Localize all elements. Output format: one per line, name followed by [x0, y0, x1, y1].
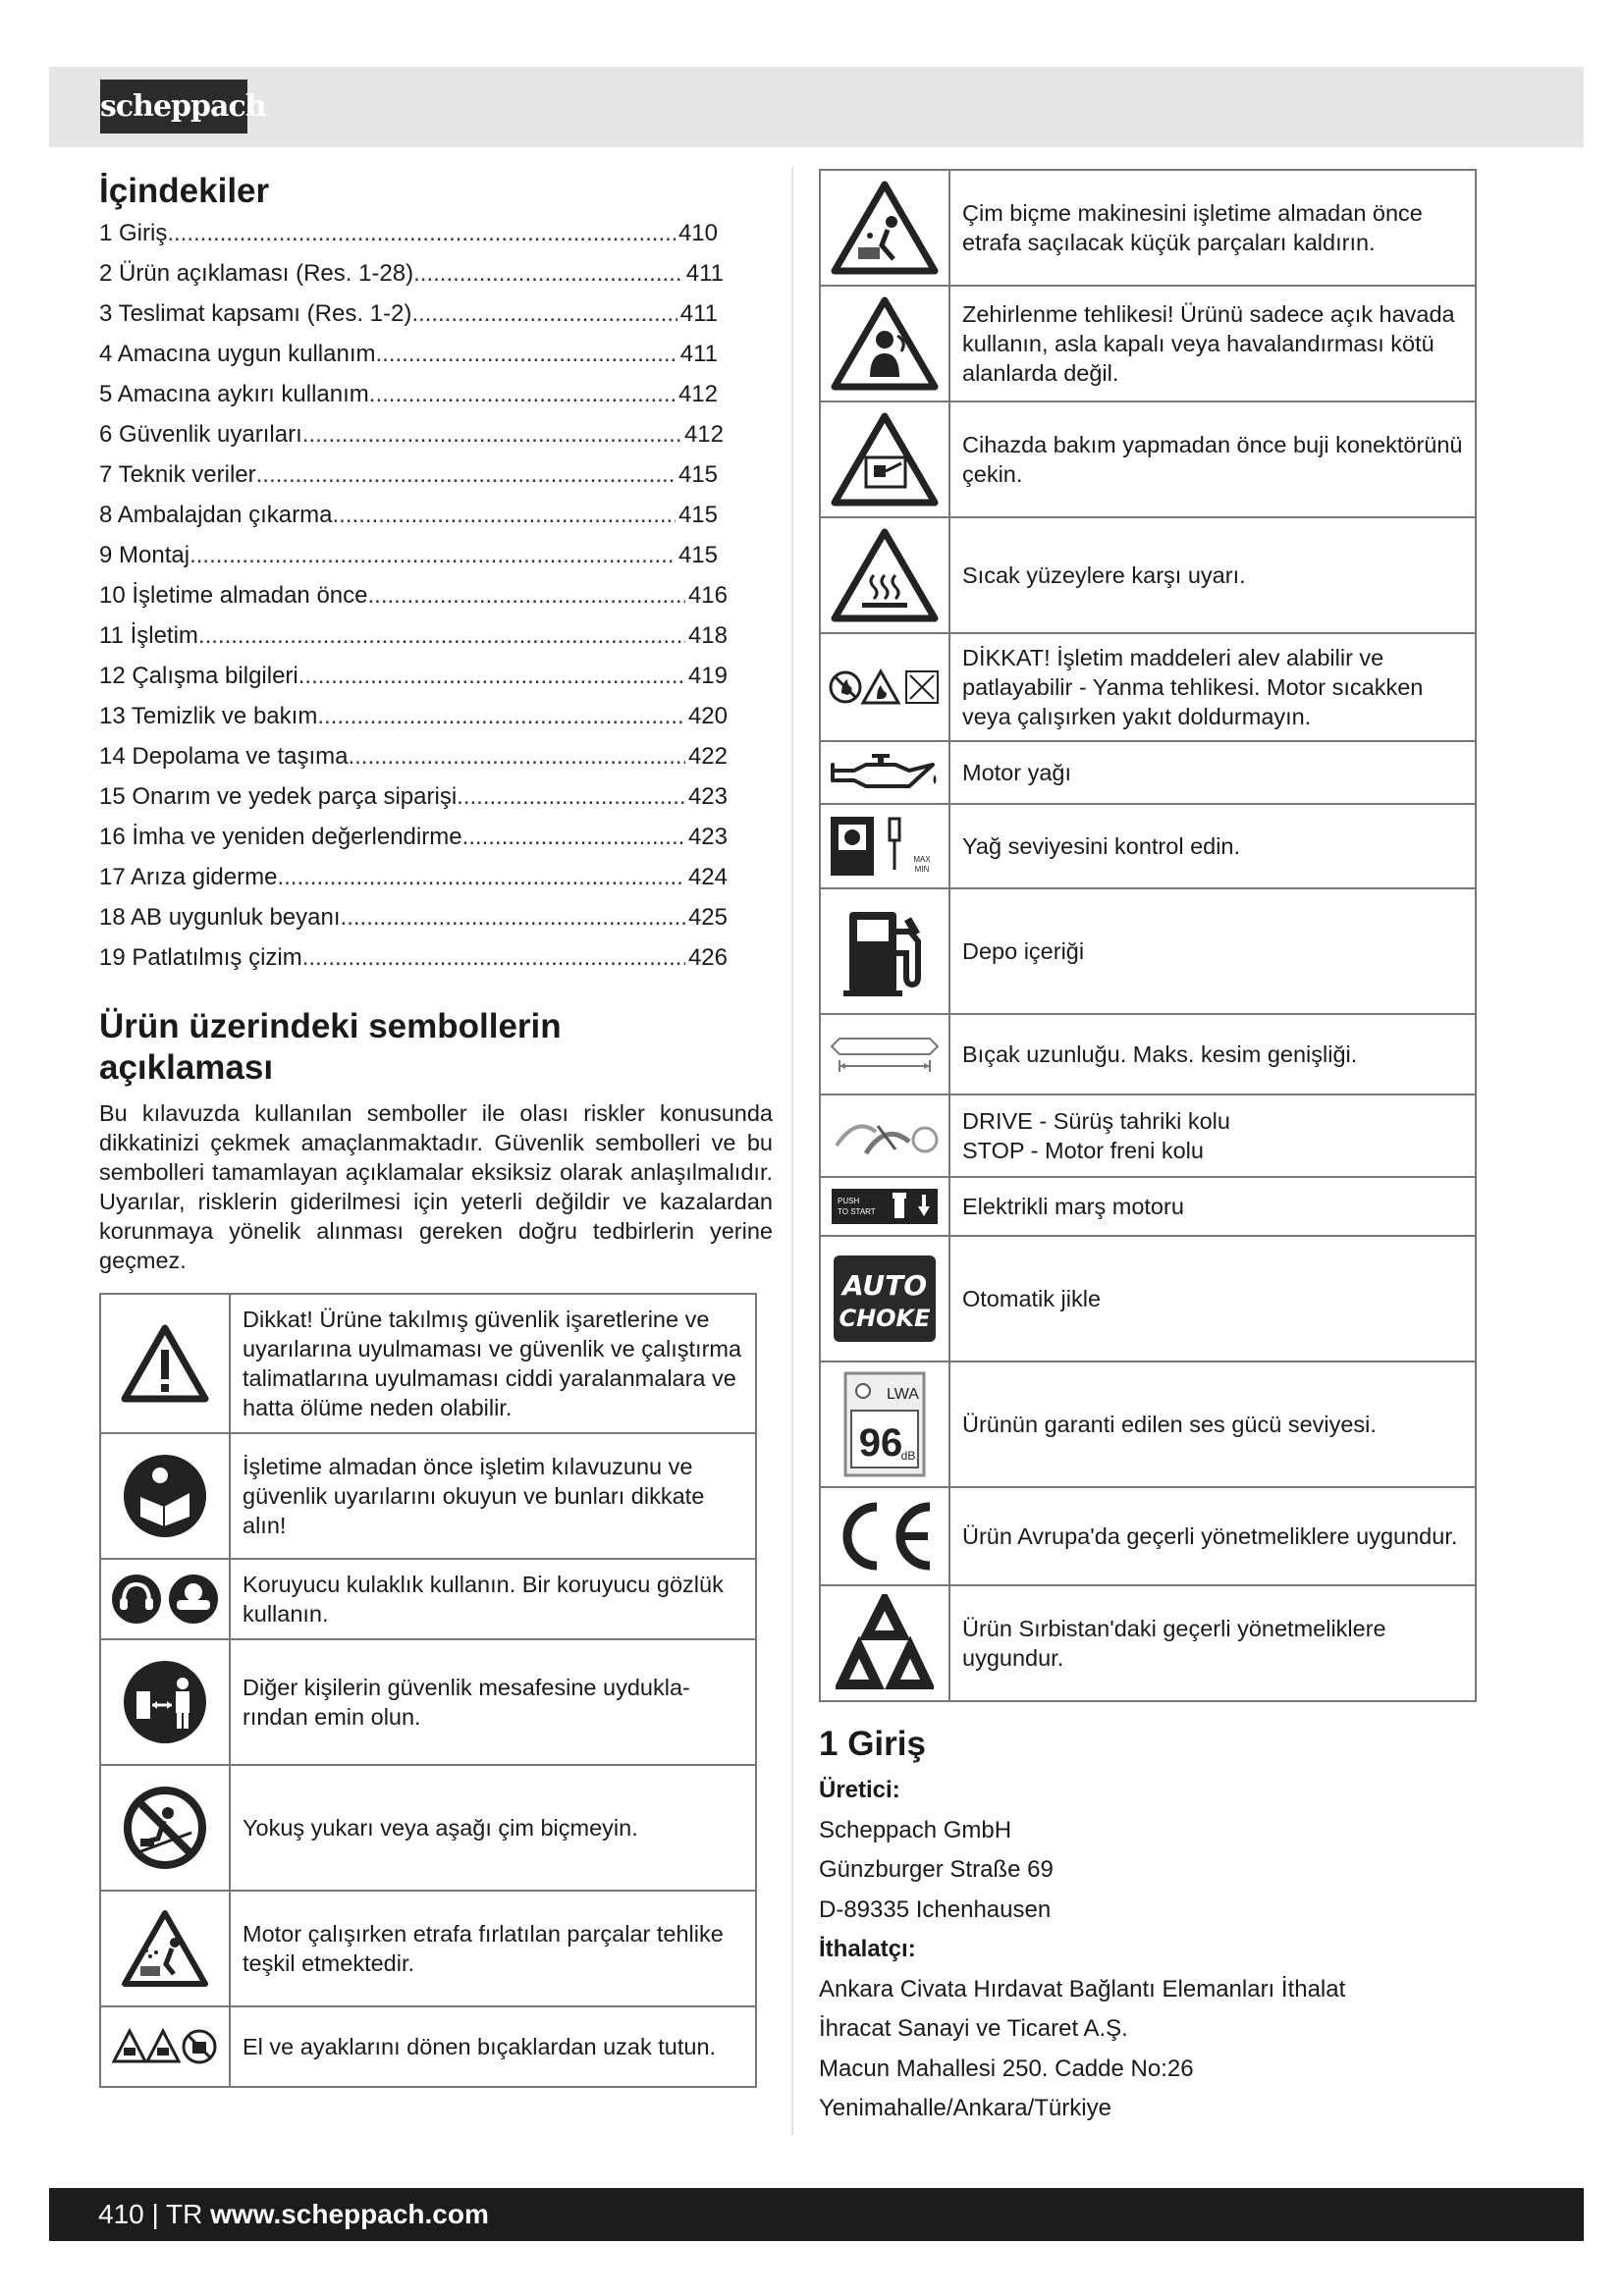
scheppach-logo: scheppach — [100, 80, 247, 133]
symbols-intro: Bu kılavuzda kullanılan semboller ile olası riskler konusunda dikkatinizi çekmek amaçlanmaktadır. Güvenlik sembolleri ve bu sembolleri tamamlayan açıklamalar eksiksiz olarak anlaşılmalıdır. Uyarılar, risklerin giderilmesi için yeterli değildir ve kazalardan korunmaya yönelik alınması gereken doğru tedbirlerin yerine geçmez. — [99, 1100, 773, 1273]
no-slope-mowing-icon — [100, 1765, 230, 1891]
page-footer — [49, 2188, 1584, 2241]
fuel-pump-icon — [820, 888, 949, 1014]
symbol-row — [820, 517, 1476, 633]
svg-text:PUSH: PUSH — [838, 1197, 860, 1205]
symbol-row — [820, 401, 1476, 517]
toc-item[interactable]: 4 Amacına uygun kullanım ..... 411 — [99, 341, 718, 381]
toc-item[interactable]: 6 Güvenlik uyarıları ..... 412 — [99, 421, 724, 461]
toc-item[interactable]: 18 AB uygunluk beyanı ..... 425 — [99, 904, 728, 944]
importer-line: Ankara Civata Hırdavat Bağlantı Elemanları İthalat — [819, 1975, 1346, 2002]
symbol-row — [100, 2006, 756, 2087]
toc-item[interactable]: 19 Patlatılmış çizim ..... 426 — [99, 944, 728, 985]
symbol-row — [820, 741, 1476, 804]
toc-item[interactable]: 2 Ürün açıklaması (Res. 1-28) ..... 411 — [99, 260, 724, 300]
toc-title: İçindekiler — [99, 172, 270, 210]
symbol-row — [820, 1487, 1476, 1585]
ce-mark-icon — [820, 1487, 949, 1585]
symbol-row — [100, 1765, 756, 1891]
importer-line: Yenimahalle/Ankara/Türkiye — [819, 2095, 1111, 2121]
column-divider — [791, 167, 793, 2135]
read-manual-icon — [100, 1433, 230, 1559]
importer-line: Macun Mahallesi 250. Cadde No:26 — [819, 2055, 1194, 2082]
symbol-description: Depo içeriği — [949, 888, 1476, 1014]
drive-lever-icon — [820, 1095, 949, 1177]
push-to-start-icon — [820, 1177, 949, 1236]
manufacturer-line: D-89335 Ichenhausen — [819, 1896, 1052, 1923]
remove-debris-icon — [820, 170, 949, 286]
importer-label: İthalatçı: — [819, 1936, 916, 1962]
ear-eye-protection-icon — [100, 1559, 230, 1639]
toc-item[interactable]: 17 Arıza giderme ..... 424 — [99, 864, 728, 904]
symbol-description: Bıçak uzunluğu. Maks. kesim genişliği. — [949, 1014, 1476, 1095]
auto-choke-icon — [820, 1236, 949, 1362]
symbol-row — [820, 1585, 1476, 1701]
symbol-row — [100, 1891, 756, 2006]
symbol-description: DİKKAT! İşletim maddeleri alev alabilir ve patlayabilir - Yanma tehlikesi. Motor sıcakken veya çalışırken yakıt doldurmayın. — [949, 633, 1476, 741]
symbol-description: DRIVE - Sürüş tahriki kolu STOP - Motor freni kolu — [949, 1095, 1476, 1177]
hot-surface-icon — [820, 517, 949, 633]
toc-item[interactable]: 12 Çalışma bilgileri ..... 419 — [99, 663, 728, 703]
oil-level-icon — [820, 804, 949, 888]
symbols-table-right — [819, 169, 1477, 1702]
oil-can-icon — [820, 741, 949, 804]
symbol-description: Çim biçme makinesini işletime almadan önce etrafa saçılacak küçük parçaları kaldırın. — [949, 170, 1476, 286]
symbol-description: Elektrikli marş motoru — [949, 1177, 1476, 1236]
flammable-icon — [820, 633, 949, 741]
website-link[interactable]: www.scheppach.com — [210, 2199, 489, 2229]
toc-item[interactable]: 14 Depolama ve taşıma ..... 422 — [99, 743, 728, 783]
symbol-description: Ürün Sırbistan'daki geçerli yönetmeliklere uygundur. — [949, 1585, 1476, 1701]
poisoning-icon — [820, 286, 949, 401]
symbol-description: Otomatik jikle — [949, 1236, 1476, 1362]
symbol-row — [820, 633, 1476, 741]
sound-power-icon — [820, 1362, 949, 1487]
toc-item[interactable]: 16 İmha ve yeniden değerlendirme ..... 423 — [99, 824, 728, 864]
svg-text:TO START: TO START — [838, 1207, 876, 1216]
svg-text:LWA: LWA — [887, 1386, 919, 1403]
symbol-row — [820, 1014, 1476, 1095]
toc-item[interactable]: 5 Amacına aykırı kullanım ..... 412 — [99, 381, 718, 421]
symbol-row — [100, 1294, 756, 1433]
manufacturer-line: Scheppach GmbH — [819, 1816, 1012, 1843]
symbol-description: Zehirlenme tehlikesi! Ürünü sadece açık havada kullanın, asla kapalı veya havalandırması kötü alanlarda değil. — [949, 286, 1476, 401]
symbol-row — [820, 1362, 1476, 1487]
rotating-blades-icon — [100, 2006, 230, 2087]
section-title-giris: 1 Giriş — [819, 1725, 926, 1763]
symbols-table-left — [99, 1293, 757, 2088]
symbol-description: Koruyucu kulaklık kullanın. Bir koruyucu gözlük kullanın. — [230, 1559, 756, 1639]
spark-plug-icon — [820, 401, 949, 517]
symbol-description: Dikkat! Ürüne takılmış güvenlik işaretlerine ve uyarılarına uyulmaması ve güvenlik ve çalıştırma talimatlarına uyulmaması ciddi yaralanmalara ve hatta ölüme neden olabilir. — [230, 1294, 756, 1433]
warning-triangle-icon — [100, 1294, 230, 1433]
symbol-description: Motor çalışırken etrafa fırlatılan parçalar tehlike teşkil etmektedir. — [230, 1891, 756, 2006]
left-column — [99, 167, 773, 2088]
symbol-description: İşletime almadan önce işletim kılavuzunu ve güvenlik uyarılarını okuyun ve bunları dikkate alın! — [230, 1433, 756, 1559]
address-block — [819, 1771, 1477, 2129]
toc-item[interactable]: 15 Onarım ve yedek parça siparişi ..... 423 — [99, 783, 728, 824]
symbols-title: Ürün üzerindeki sembollerin açıklaması — [99, 1007, 562, 1087]
toc-item[interactable]: 8 Ambalajdan çıkarma ..... 415 — [99, 502, 718, 542]
symbol-row — [820, 1236, 1476, 1362]
symbol-description: Motor yağı — [949, 741, 1476, 804]
svg-text:dB: dB — [900, 1449, 916, 1463]
toc-item[interactable]: 11 İşletim ..... 418 — [99, 622, 728, 663]
table-of-contents — [99, 220, 773, 985]
symbol-description: El ve ayaklarını dönen bıçaklardan uzak tutun. — [230, 2006, 756, 2087]
symbol-row — [100, 1559, 756, 1639]
serbia-mark-icon — [820, 1585, 949, 1701]
toc-item[interactable]: 10 İşletime almadan önce ..... 416 — [99, 582, 728, 622]
symbol-description: Cihazda bakım yapmadan önce buji konektörünü çekin. — [949, 401, 1476, 517]
symbol-row — [820, 804, 1476, 888]
svg-text:96: 96 — [858, 1421, 903, 1465]
symbol-description: Ürünün garanti edilen ses gücü seviyesi. — [949, 1362, 1476, 1487]
svg-text:MIN: MIN — [914, 865, 930, 874]
svg-text:AUTO: AUTO — [841, 1269, 928, 1302]
symbol-description: Sıcak yüzeylere karşı uyarı. — [949, 517, 1476, 633]
symbol-description: Yağ seviyesini kontrol edin. — [949, 804, 1476, 888]
flying-parts-icon — [100, 1891, 230, 2006]
svg-text:MAX: MAX — [913, 855, 931, 864]
toc-item[interactable]: 1 Giriş ..... 410 — [99, 220, 718, 260]
symbol-row — [820, 1095, 1476, 1177]
symbol-row — [820, 1177, 1476, 1236]
symbol-description: Ürün Avrupa'da geçerli yönetmeliklere uygundur. — [949, 1487, 1476, 1585]
safety-distance-icon — [100, 1639, 230, 1765]
page-number-language: 410 | TR — [98, 2199, 211, 2229]
toc-item[interactable]: 7 Teknik veriler ..... 415 — [99, 461, 718, 502]
manufacturer-label: Üretici: — [819, 1777, 900, 1803]
symbol-description: Yokuş yukarı veya aşağı çim biçmeyin. — [230, 1765, 756, 1891]
toc-item[interactable]: 9 Montaj ..... 415 — [99, 542, 718, 582]
importer-line: İhracat Sanayi ve Ticaret A.Ş. — [819, 2015, 1128, 2042]
symbol-row — [820, 170, 1476, 286]
symbol-row — [100, 1433, 756, 1559]
page-header — [49, 67, 1584, 147]
symbol-row — [820, 286, 1476, 401]
blade-length-icon — [820, 1014, 949, 1095]
symbol-description: Diğer kişilerin güvenlik mesafesine uyduklarından emin olun. — [230, 1639, 756, 1765]
toc-item[interactable]: 13 Temizlik ve bakım ..... 420 — [99, 703, 728, 743]
svg-text:CHOKE: CHOKE — [839, 1305, 931, 1332]
toc-item[interactable]: 3 Teslimat kapsamı (Res. 1-2) ..... 411 — [99, 300, 718, 341]
manufacturer-line: Günzburger Straße 69 — [819, 1856, 1054, 1883]
symbol-row — [820, 888, 1476, 1014]
right-column — [819, 169, 1477, 2129]
symbol-row — [100, 1639, 756, 1765]
